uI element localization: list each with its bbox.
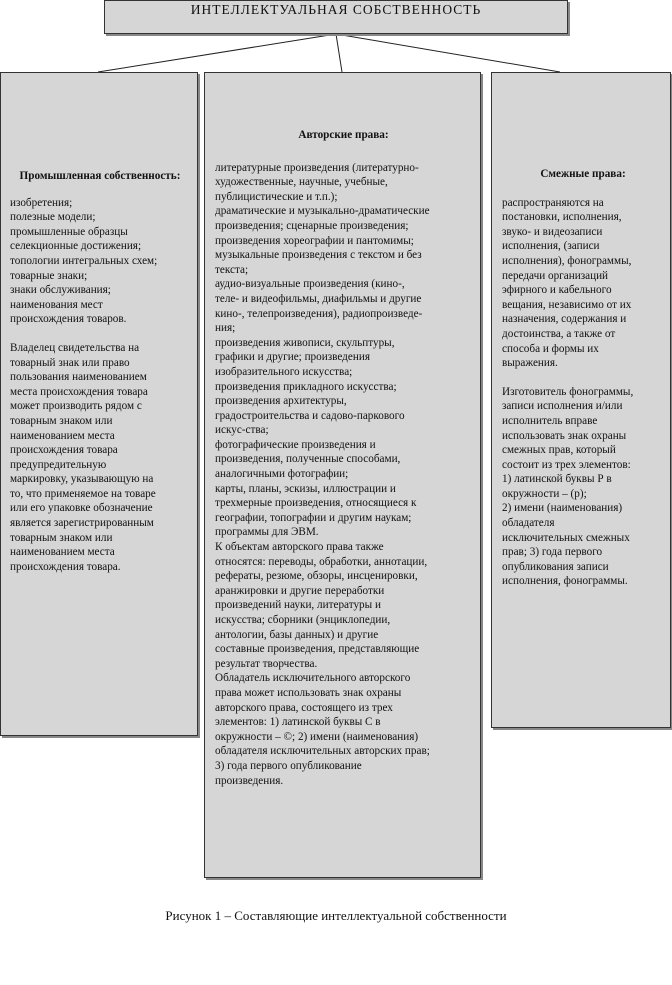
copyright-owner: Обладатель исключительного авторского права может использовать знак охраны авторского права, состоящего из трех элементов: 1) латинской буквы С в окружности – ©; 2) имени (наименования) обладателя исключительных авторских прав; 3) года первого опубликование произведения. <box>215 672 430 787</box>
copyright-objects: К объектам авторского права также относятся: переводы, обработки, аннотации, рефераты, резюме, обзоры, инсценировки, аранжировки и другие переработки произведений науки, литературы и искусства; сборники (энциклопедии, антологии, базы данных) и другие составные произведения, представляющие результат творчества. <box>215 541 428 670</box>
related-rights-items: распространяются на постановки, исполнения, звуко- и видеозаписи исполнения, (записи исполнения), фонограммы, передачи организаций эфирного и кабельного вещания, независимо от их назначения, содержания и достоинства, а также от способа и формы их выражения. <box>502 196 632 370</box>
industrial-property-heading: Промышленная собственность: <box>19 170 181 182</box>
diagram-title: ИНТЕЛЛЕКТУАЛЬНАЯ СОБСТВЕННОСТЬ <box>190 2 482 17</box>
copyright-heading: Авторские права: <box>298 129 389 141</box>
industrial-property-box <box>0 72 198 736</box>
related-rights-paragraph: Изготовитель фонограммы, записи исполнения и/или исполнитель вправе использовать знак охраны смежных прав, который состоит из трех элементов: 1) латинской буквы Р в окружности – (р); 2) имени (наименования) обладателя исключительных смежных прав; 3) года первого опубликования записи исполнения, фонограммы. <box>502 385 634 588</box>
title-box <box>104 0 568 34</box>
connector-left <box>98 34 336 72</box>
figure-caption: Рисунок 1 – Составляющие интеллектуальной собственности <box>165 908 507 923</box>
copyright-items: литературные произведения (литературно- художественные, научные, учебные, публицистические и т.п.); драматические и музыкально-драматические произведения; сценарные произведения; произведения хореографии и пантомимы; музыкальные произведения с текстом и без текста; аудио-визуальные произведения (кино-, теле- и видеофильмы, диафильмы и другие кино-, телепроизведения), радиопроизведе- ния; произведения живописи, скульптуры, графики и другие; произведения изобразительного искусства; произведения прикладного искусства; произведения архитектуры, градостроительства и садово-паркового искус-ства; фотографические произведения и произведения, полученные способами, аналогичными фотографии; карты, планы, эскизы, иллюстрации и трехмерные произведения, относящиеся к географии, топографии и другим наукам; программы для ЭВМ. <box>215 161 430 539</box>
connector-middle <box>336 34 342 72</box>
related-rights-box <box>491 72 671 728</box>
industrial-property-paragraph: Владелец свидетельства на товарный знак или право пользования наименованием места происхождения товара может производить рядом с товарным знаком или наименованием места происхождения товара предупредительную маркировку, указывающую на то, что применяемое на товаре или его упаковке обозначение является зарегистрированным товарным знаком или наименованием места происхождения товара. <box>10 341 156 573</box>
related-rights-heading: Смежные права: <box>540 168 626 180</box>
industrial-property-items: изобретения; полезные модели; промышленные образцы селекционные достижения; топологии интегральных схем; товарные знаки; знаки обслуживания; наименования мест происхождения товаров. <box>10 196 158 326</box>
connector-right <box>336 34 560 72</box>
copyright-box <box>204 72 481 878</box>
